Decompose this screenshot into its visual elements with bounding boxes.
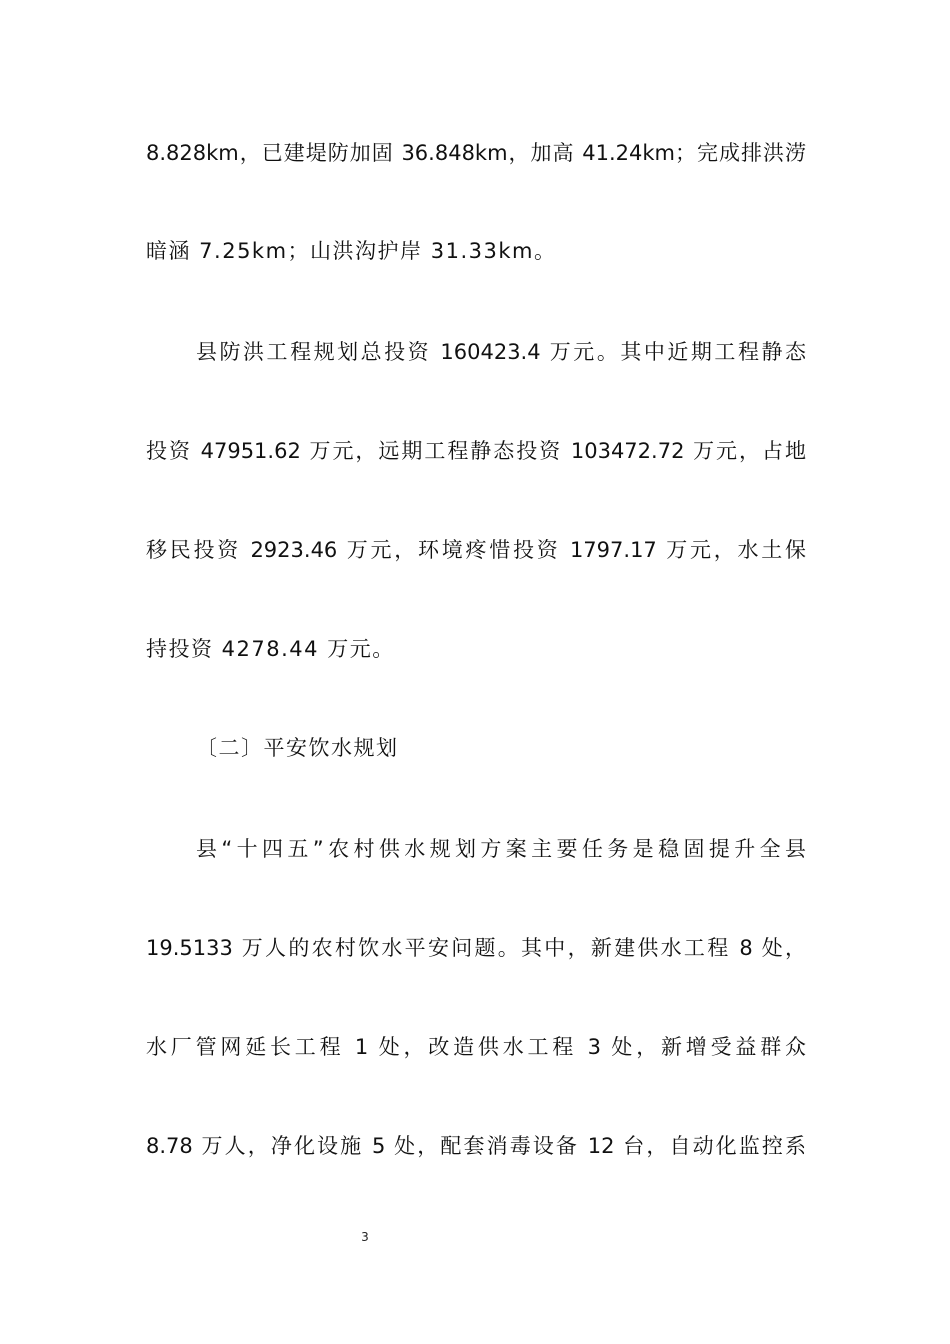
body-text-line: 19.5133 万人的农村饮水平安问题。其中，新建供水工程 8 处， (146, 936, 806, 960)
paragraph-start-line: 县防洪工程规划总投资 160423.4 万元。其中近期工程静态 (196, 340, 806, 364)
body-text-line: 移民投资 2923.46 万元，环境疼惜投资 1797.17 万元，水土保 (146, 538, 806, 562)
section-heading: 〔二〕平安饮水规划 (196, 736, 399, 760)
body-text-line: 8.78 万人，净化设施 5 处，配套消毒设备 12 台，自动化监控系 (146, 1134, 806, 1158)
body-text-line: 持投资 4278.44 万元。 (146, 637, 395, 661)
paragraph-start-line: 县“十四五”农村供水规划方案主要任务是稳固提升全县 (196, 837, 806, 861)
body-text-line: 水厂管网延长工程 1 处，改造供水工程 3 处，新增受益群众 (146, 1035, 806, 1059)
body-text-line: 投资 47951.62 万元，远期工程静态投资 103472.72 万元，占地 (146, 439, 806, 463)
body-text-line: 8.828km，已建堤防加固 36.848km，加高 41.24km；完成排洪涝 (146, 141, 806, 165)
page-number: 3 (361, 1230, 369, 1244)
body-text-line: 暗涵 7.25km；山洪沟护岸 31.33km。 (146, 239, 557, 263)
